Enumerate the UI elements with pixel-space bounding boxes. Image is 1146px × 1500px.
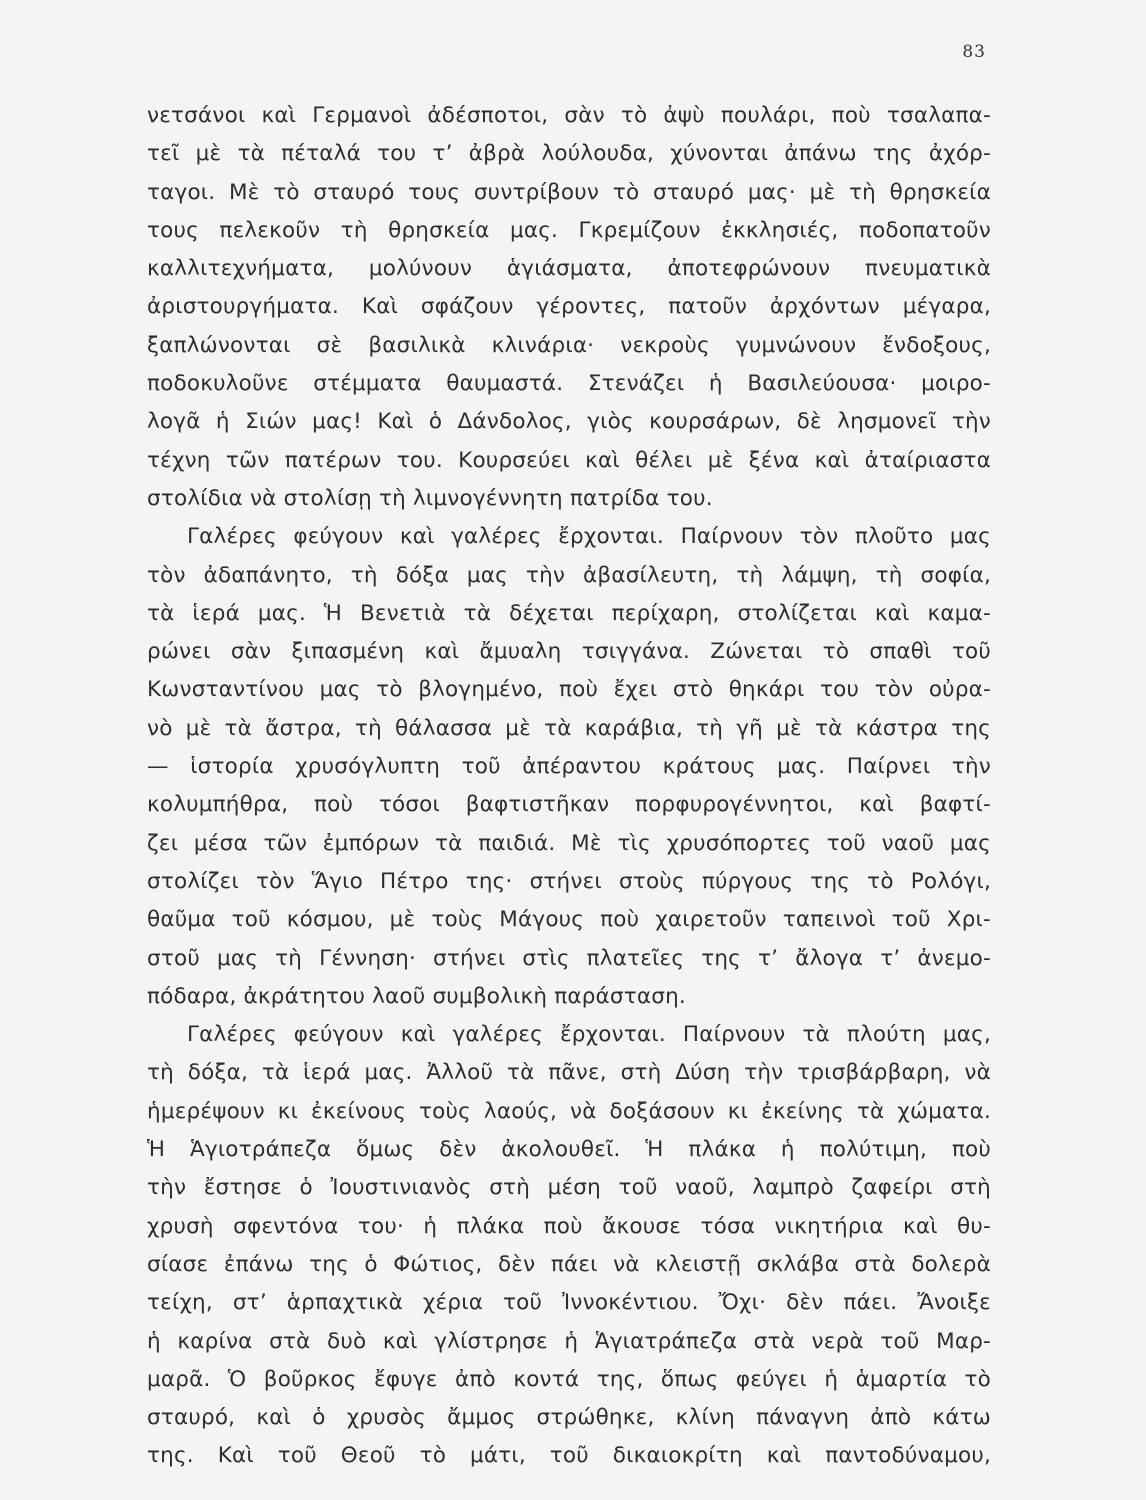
text-line: — ἱστορία χρυσόγλυπτη τοῦ ἀπέραντου κράτους μας. Παίρνει τὴν	[147, 754, 991, 780]
text-line: Κωνσταντίνου μας τὸ βλογημένο, ποὺ ἔχει στὸ θηκάρι του τὸν οὐρα-	[147, 677, 991, 703]
text-line: πόδαρα, ἀκράτητου λαοῦ συμβολικὴ παράσταση.	[147, 983, 686, 1009]
body-text	[147, 97, 991, 1476]
text-line: τὴν ἔστησε ὁ Ἰουστινιανὸς στὴ μέση τοῦ ναοῦ, λαμπρὸ ζαφείρι στὴ	[147, 1175, 991, 1201]
text-line: τους πελεκοῦν τὴ θρησκεία μας. Γκρεμίζουν ἐκκλησιές, ποδοπατοῦν	[147, 217, 991, 243]
text-line: καλλιτεχνήματα, μολύνουν ἁγιάσματα, ἀποτεφρώνουν πνευματικὰ	[147, 256, 991, 282]
text-line: ταγοι. Μὲ τὸ σταυρό τους συντρίβουν τὸ σταυρό μας· μὲ τὴ θρησκεία	[147, 179, 991, 205]
text-line: στολίδια νὰ στολίσῃ τὴ λιμνογέννητη πατρίδα του.	[147, 485, 713, 511]
text-line: τεῖ μὲ τὰ πέταλά του τ’ ἀβρὰ λούλουδα, χύνονται ἀπάνω της ἀχόρ-	[147, 141, 991, 167]
text-line: ἡ καρίνα στὰ δυὸ καὶ γλίστρησε ἡ Ἁγιατράπεζα στὰ νερὰ τοῦ Μαρ-	[147, 1328, 991, 1354]
text-line: θαῦμα τοῦ κόσμου, μὲ τοὺς Μάγους ποὺ χαιρετοῦν ταπεινοὶ τοῦ Χρι-	[147, 907, 991, 933]
text-line: Ἡ Ἁγιοτράπεζα ὅμως δὲν ἀκολουθεῖ. Ἡ πλάκα ἡ πολύτιμη, ποὺ	[147, 1137, 991, 1163]
text-line: ἡμερέψουν κι ἐκείνους τοὺς λαούς, νὰ δοξάσουν κι ἐκείνης τὰ χώματα.	[147, 1098, 991, 1124]
text-line: χρυσὴ σφεντόνα του· ἡ πλάκα ποὺ ἄκουσε τόσα νικητήρια καὶ θυ-	[147, 1213, 991, 1239]
text-line: σταυρό, καὶ ὁ χρυσὸς ἄμμος στρώθηκε, κλίνη πάναγνη ἀπὸ κάτω	[147, 1405, 991, 1431]
text-line: ἀριστουργήματα. Καὶ σφάζουν γέροντες, πατοῦν ἀρχόντων μέγαρα,	[147, 294, 991, 320]
text-line: τὸν ἀδαπάνητο, τὴ δόξα μας τὴν ἀβασίλευτη, τὴ λάμψη, τὴ σοφία,	[147, 562, 991, 588]
text-line: κολυμπήθρα, ποὺ τόσοι βαφτιστῆκαν πορφυρογέννητοι, καὶ βαφτί-	[147, 792, 991, 818]
text-line: τὴ δόξα, τὰ ἱερά μας. Ἀλλοῦ τὰ πᾶνε, στὴ Δύση τὴν τρισβάρβαρη, νὰ	[147, 1060, 991, 1086]
text-line: ρώνει σὰν ξιπασμένη καὶ ἄμυαλη τσιγγάνα. Ζώνεται τὸ σπαθὶ τοῦ	[147, 639, 991, 665]
text-line: λογᾶ ἡ Σιών μας! Καὶ ὁ Δάνδολος, γιὸς κουρσάρων, δὲ λησμονεῖ τὴν	[147, 409, 991, 435]
text-line: Γαλέρες φεύγουν καὶ γαλέρες ἔρχονται. Παίρνουν τὰ πλούτη μας,	[187, 1022, 991, 1048]
text-line: νὸ μὲ τὰ ἄστρα, τὴ θάλασσα μὲ τὰ καράβια, τὴ γῆ μὲ τὰ κάστρα της	[147, 715, 991, 741]
text-line: τὰ ἱερά μας. Ἡ Βενετιὰ τὰ δέχεται περίχαρη, στολίζεται καὶ καμα-	[147, 600, 991, 626]
text-line: τέχνη τῶν πατέρων του. Κουρσεύει καὶ θέλει μὲ ξένα καὶ ἀταίριαστα	[147, 447, 991, 473]
text-line: Γαλέρες φεύγουν καὶ γαλέρες ἔρχονται. Παίρνουν τὸν πλοῦτο μας	[187, 524, 991, 550]
text-line: μαρᾶ. Ὁ βοῦρκος ἔφυγε ἀπὸ κοντά της, ὅπως φεύγει ἡ ἁμαρτία τὸ	[147, 1366, 991, 1392]
text-line: ποδοκυλοῦνε στέμματα θαυμαστά. Στενάζει ἡ Βασιλεύουσα· μοιρο-	[147, 371, 991, 397]
page-number: 83	[962, 42, 986, 62]
text-line: τείχη, στ’ ἁρπαχτικὰ χέρια τοῦ Ἰννοκέντιου. Ὄχι· δὲν πάει. Ἄνοιξε	[147, 1290, 991, 1316]
text-line: της. Καὶ τοῦ Θεοῦ τὸ μάτι, τοῦ δικαιοκρίτη καὶ παντοδύναμου,	[147, 1443, 991, 1469]
text-line: σίασε ἐπάνω της ὁ Φώτιος, δὲν πάει νὰ κλειστῇ σκλάβα στὰ δολερὰ	[147, 1251, 991, 1277]
text-line: νετσάνοι καὶ Γερμανοὶ ἀδέσποτοι, σὰν τὸ ἀψὺ πουλάρι, ποὺ τσαλαπα-	[147, 103, 991, 128]
text-line: στολίζει τὸν Ἅγιο Πέτρο της· στήνει στοὺς πύργους της τὸ Ρολόγι,	[147, 868, 991, 894]
text-line: στοῦ μας τὴ Γέννηση· στήνει στὶς πλατεῖες της τ’ ἄλογα τ’ ἀνεμο-	[147, 945, 991, 971]
text-line: ξαπλώνονται σὲ βασιλικὰ κλινάρια· νεκροὺς γυμνώνουν ἔνδοξους,	[147, 332, 991, 358]
text-line: ζει μέσα τῶν ἐμπόρων τὰ παιδιά. Μὲ τὶς χρυσόπορτες τοῦ ναοῦ μας	[147, 830, 991, 856]
